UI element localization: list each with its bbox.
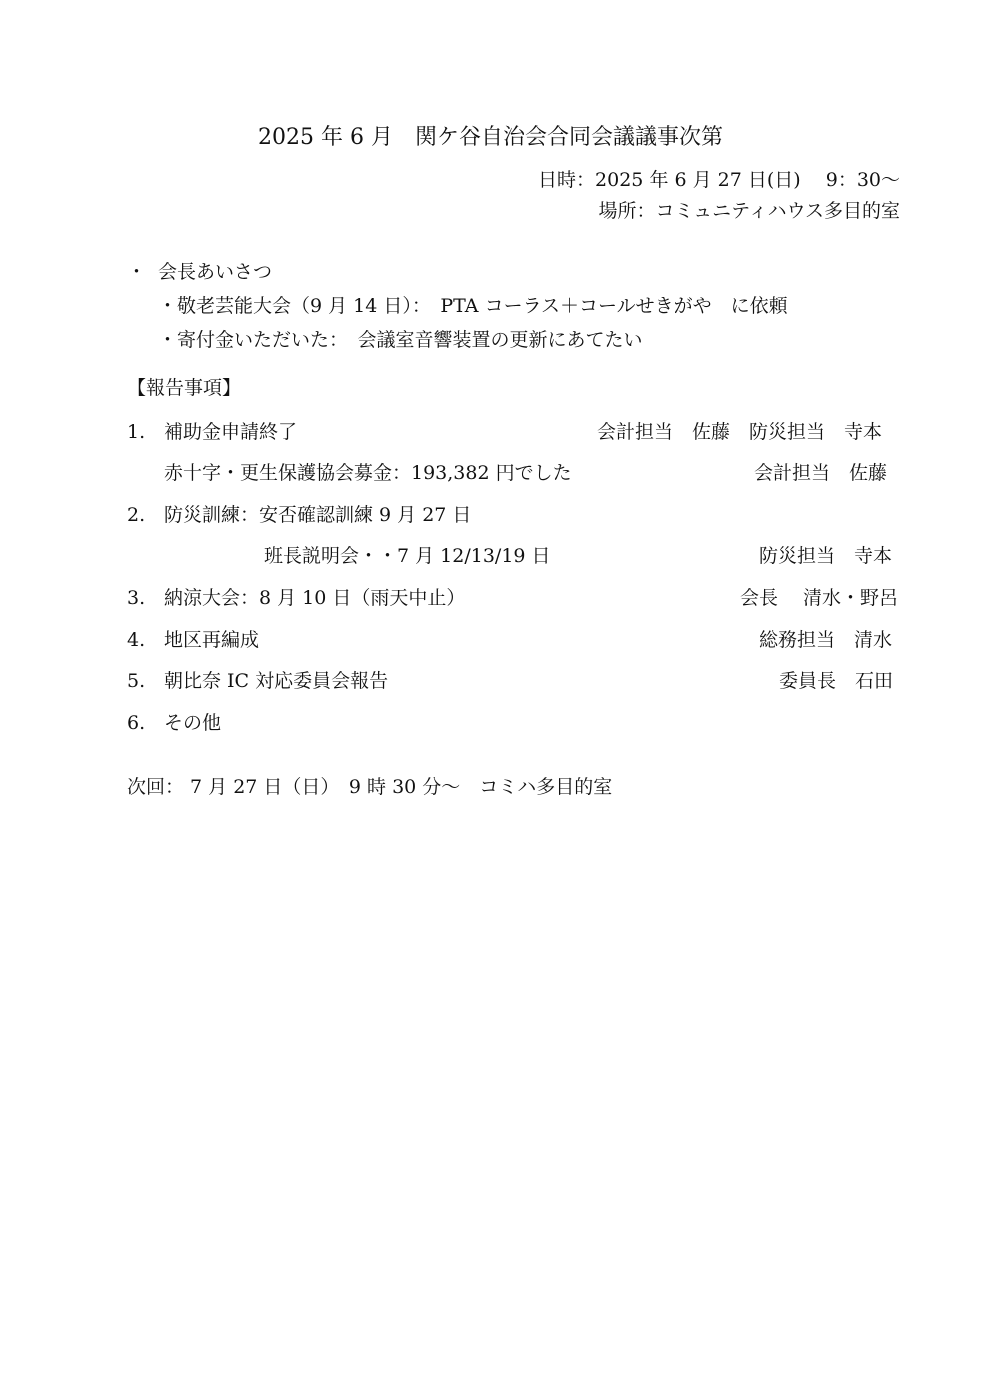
page-title: 2025 年 6 月 関ケ谷自治会合同会議議事次第 [258, 125, 723, 150]
report-item-number: 5. [127, 670, 146, 692]
greeting-item: ・寄付金いただいた： 会議室音響装置の更新にあてたい [158, 329, 643, 351]
report-item-number: 6. [127, 712, 146, 734]
report-item-text: 地区再編成 [164, 629, 260, 651]
report-item-text: 補助金申請終了 [164, 421, 298, 443]
report-item-text: 防災訓練：安否確認訓練 9 月 27 日 [164, 504, 472, 526]
report-item-number: 3. [127, 587, 146, 609]
report-item-number: 2. [127, 504, 146, 526]
report-item-owner: 防災担当 寺本 [758, 545, 892, 567]
report-item-text: 朝比奈 IC 対応委員会報告 [164, 670, 389, 692]
greeting-item: ・敬老芸能大会（9 月 14 日）： PTA コーラス＋コールせきがや に依頼 [158, 295, 788, 317]
report-item-number: 1. [127, 421, 146, 443]
report-item-text: その他 [164, 712, 222, 734]
report-item-owner: 総務担当 清水 [758, 629, 892, 651]
report-item-text: 納涼大会：8 月 10 日（雨天中止） [164, 587, 466, 609]
meeting-place: 場所：コミュニティハウス多目的室 [598, 200, 900, 222]
report-item-text: 班長説明会・・7 月 12/13/19 日 [264, 545, 551, 567]
greeting-heading: 会長あいさつ [158, 261, 273, 283]
report-item-owner: 会計担当 佐藤 [753, 462, 887, 484]
report-item-owner: 会計担当 佐藤 防災担当 寺本 [596, 421, 882, 443]
greeting-bullet: ・ [127, 261, 147, 283]
next-meeting: 次回： 7 月 27 日（日） 9 時 30 分～ コミハ多目的室 [127, 776, 613, 798]
report-item-owner: 会長 清水・野呂 [739, 587, 898, 609]
report-heading: 【報告事項】 [127, 377, 242, 399]
report-item-number: 4. [127, 629, 146, 651]
meeting-datetime: 日時：2025 年 6 月 27 日(日) 9：30～ [538, 169, 900, 191]
report-item-text: 赤十字・更生保護協会募金：193,382 円でした [164, 462, 572, 484]
report-item-owner: 委員長 石田 [778, 670, 893, 692]
